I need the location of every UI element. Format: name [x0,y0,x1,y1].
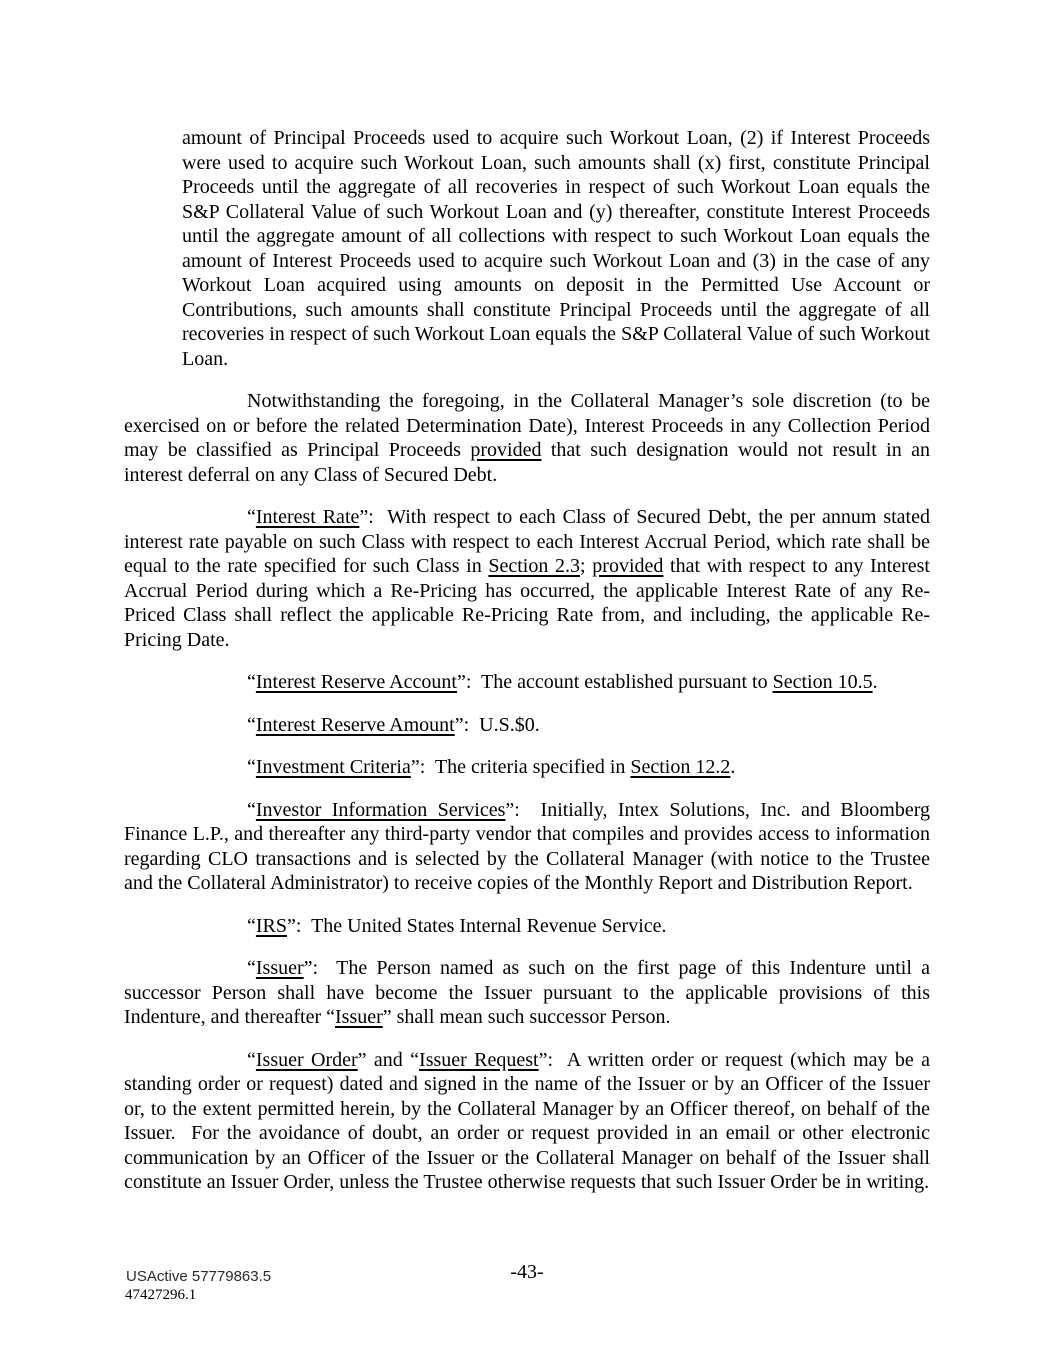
text-run: . [730,756,736,778]
text-run: “ [247,671,256,693]
text-run: ”: The account established pursuant to [456,671,773,693]
text-run: Notwithstanding the foregoing, in the Collateral Manager’s sole discretion (to be exercised on or before the related Determination Date), Interest Proceeds in any Collection Period may be classified as Principal Proceeds [124,390,930,461]
defined-term: Investor Information Services [255,798,506,821]
text-run: “ [247,506,256,528]
defined-term: IRS [255,914,288,937]
footer-doc-id: USActive 57779863.5 [126,1268,272,1285]
text-run: that with respect to any Interest Accrual Period during which a Re-Pricing has occurred, the applicable Interest Rate of any Re-Priced Class shall reflect the applicable Re-Pricing Rate from, and including, the applicable Re-Pricing Date. [124,555,930,651]
footer-doc-ref: 47427296.1 [125,1287,197,1303]
paragraph [124,389,930,487]
text-run: “ [247,957,256,979]
paragraph [124,713,930,738]
footer-page-number: -43- [510,1261,544,1283]
defined-term: Section 2.3 [488,555,581,577]
document-body [124,126,930,1195]
defined-term: Interest Reserve Amount [255,713,455,736]
text-run: ”: The Person named as such on the first page of this Indenture until a successor Person shall have become the Issuer pursuant to the applicable provisions of this Indenture, and thereafter “ [124,957,930,1028]
defined-term: provided [592,555,664,577]
text-run: . [872,671,878,693]
defined-term: Issuer Order [255,1048,358,1071]
text-run: ”: U.S.$0. [454,713,540,736]
paragraph [124,755,930,780]
text-run: ”: The United States Internal Revenue Service. [287,914,667,937]
defined-term: Issuer [255,957,304,979]
paragraph [124,798,930,896]
text-run: “ [247,713,256,736]
defined-term: Issuer [335,1006,383,1028]
defined-term: Investment Criteria [255,756,411,778]
paragraph [124,670,930,695]
defined-term: Issuer Request [419,1048,539,1071]
defined-term: Interest Rate [255,506,360,528]
text-run: “ [247,756,256,778]
paragraph [124,1048,930,1195]
text-run: ” and “ [357,1048,420,1071]
defined-term: Section 10.5 [772,671,873,693]
text-run: ” shall mean such successor Person. [382,1006,671,1028]
defined-term: Section 12.2 [630,756,731,778]
text-run: “ [247,798,256,821]
paragraph [182,126,930,371]
defined-term: Interest Reserve Account [255,671,457,693]
text-run: ”: The criteria specified in [410,756,631,778]
paragraph [124,914,930,939]
text-run: ”: With respect to each Class of Secured Debt, the per annum stated interest rate payable on such Class with respect to each Interest Accrual Period, which rate shall be equal to the rate specified for such Class in [124,506,930,577]
text-run: “ [247,914,256,937]
defined-term: provided [470,439,542,461]
paragraph [124,956,930,1030]
text-run: that such designation would not result in an interest deferral on any Class of Secured Debt. [124,439,931,486]
text-run: “ [247,1048,256,1071]
text-run: amount of Principal Proceeds used to acquire such Workout Loan, (2) if Interest Proceeds were used to acquire such Workout Loan, such amounts shall (x) first, constitute Principal Proceeds until the aggregate of all recoveries in respect of such Workout Loan equals the S&P Collateral Value of such Workout Loan and (y) thereafter, constitute Interest Proceeds until the aggregate amount of all collections with respect to such Workout Loan equals the amount of Interest Proceeds used to acquire such Workout Loan and (3) in the case of any Workout Loan acquired using amounts on deposit in the Permitted Use Account or Contributions, such amounts shall constitute Principal Proceeds until the aggregate of all recoveries in respect of such Workout Loan equals the S&P Collateral Value of such Workout Loan. [182,127,930,370]
text-run: ”: Initially, Intex Solutions, Inc. and Bloomberg Finance L.P., and thereafter any third-party vendor that compiles and provides access to information regarding CLO transactions and is selected by the Collateral Manager (with notice to the Trustee and the Collateral Administrator) to receive copies of the Monthly Report and Distribution Report. [124,798,930,894]
text-run: ”: A written order or request (which may be a standing order or request) dated and signed in the name of the Issuer or by an Officer of the Issuer or, to the extent permitted herein, by the Collateral Manager by an Officer thereof, on behalf of the Issuer. For the avoidance of doubt, an order or request provided in an email or other electronic communication by an Officer of the Issuer or the Collateral Manager on behalf of the Issuer shall constitute an Issuer Order, unless the Trustee otherwise requests that such Issuer Order be in writing. [124,1048,930,1193]
paragraph [124,505,930,652]
text-run: ; [580,555,593,577]
